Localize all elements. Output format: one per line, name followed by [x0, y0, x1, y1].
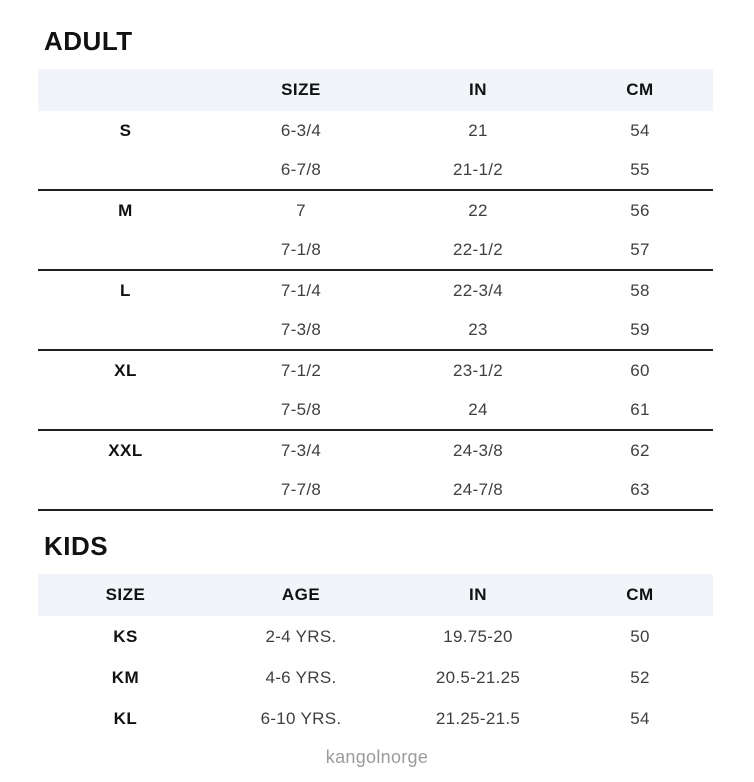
cm-value-cell: 52: [630, 667, 650, 687]
adult-header-cm: CM: [626, 80, 654, 99]
cm-value-cell: 63: [630, 479, 650, 499]
brand-footer: kangolnorge: [325, 747, 429, 767]
in-value-cell: 20.5-21.25: [435, 667, 521, 687]
size-label-cell: KM: [111, 667, 140, 687]
size-chart-page: [0, 28, 754, 782]
adult-section-title: ADULT: [44, 26, 133, 56]
adult-group-xl: [38, 351, 713, 431]
table-row: [38, 310, 713, 349]
size-label-cell: XL: [114, 360, 137, 380]
adult-group-xxl: [38, 431, 713, 511]
size-label-cell: S: [119, 120, 132, 140]
size-label-cell: KS: [113, 626, 138, 646]
table-row: [38, 351, 713, 390]
size-value-cell: 7-5/8: [280, 399, 322, 419]
table-row: [38, 111, 713, 150]
in-value-cell: 23-1/2: [452, 360, 503, 380]
adult-group-l: [38, 271, 713, 351]
kids-size-table: [38, 574, 713, 739]
in-value-cell: 23: [468, 319, 488, 339]
size-value-cell: 7-7/8: [280, 479, 322, 499]
in-value-cell: 24: [468, 399, 488, 419]
kids-header-in: IN: [469, 585, 487, 604]
cm-value-cell: 57: [630, 239, 650, 259]
cm-value-cell: 50: [630, 626, 650, 646]
in-value-cell: 24-3/8: [452, 440, 503, 460]
cm-value-cell: 55: [630, 159, 650, 179]
cm-value-cell: 59: [630, 319, 650, 339]
table-row: [38, 657, 713, 698]
adult-group-m: [38, 191, 713, 271]
adult-header-size: SIZE: [281, 80, 321, 99]
kids-section-title: KIDS: [44, 531, 109, 561]
adult-size-table: [38, 69, 713, 511]
table-row: [38, 698, 713, 739]
table-row: [38, 616, 713, 657]
cm-value-cell: 58: [630, 280, 650, 300]
table-row: [38, 191, 713, 230]
size-value-cell: 6-7/8: [280, 159, 322, 179]
in-value-cell: 22-3/4: [452, 280, 503, 300]
in-value-cell: 24-7/8: [452, 479, 503, 499]
table-row: [38, 390, 713, 429]
in-value-cell: 22-1/2: [452, 239, 503, 259]
size-value-cell: 7-3/8: [280, 319, 322, 339]
cm-value-cell: 56: [630, 200, 650, 220]
size-value-cell: 6-3/4: [280, 120, 322, 140]
adult-group-s: [38, 111, 713, 191]
adult-header-in: IN: [469, 80, 487, 99]
size-value-cell: 7-1/4: [280, 280, 322, 300]
age-value-cell: 2-4 YRS.: [265, 626, 337, 646]
adult-table-header-row: [38, 69, 713, 111]
size-label-cell: L: [120, 280, 131, 300]
age-value-cell: 6-10 YRS.: [260, 708, 342, 728]
kids-header-size: SIZE: [105, 585, 146, 604]
in-value-cell: 21-1/2: [452, 159, 503, 179]
size-label-cell: KL: [113, 708, 138, 728]
size-label-cell: M: [118, 200, 133, 220]
table-row: [38, 150, 713, 189]
cm-value-cell: 61: [630, 399, 650, 419]
size-value-cell: 7-3/4: [280, 440, 322, 460]
size-value-cell: 7-1/8: [280, 239, 322, 259]
cm-value-cell: 60: [630, 360, 650, 380]
in-value-cell: 19.75-20: [443, 626, 513, 646]
table-row: [38, 470, 713, 509]
table-row: [38, 431, 713, 470]
cm-value-cell: 54: [630, 120, 650, 140]
size-value-cell: 7-1/2: [280, 360, 322, 380]
in-value-cell: 22: [468, 200, 488, 220]
cm-value-cell: 54: [630, 708, 650, 728]
kids-header-age: AGE: [281, 585, 321, 604]
table-row: [38, 230, 713, 269]
age-value-cell: 4-6 YRS.: [265, 667, 337, 687]
size-value-cell: 7: [296, 200, 306, 220]
kids-header-cm: CM: [626, 585, 654, 604]
size-label-cell: XXL: [108, 440, 143, 460]
table-row: [38, 271, 713, 310]
in-value-cell: 21: [468, 120, 488, 140]
in-value-cell: 21.25-21.5: [435, 708, 521, 728]
cm-value-cell: 62: [630, 440, 650, 460]
kids-table-header-row: [38, 574, 713, 616]
